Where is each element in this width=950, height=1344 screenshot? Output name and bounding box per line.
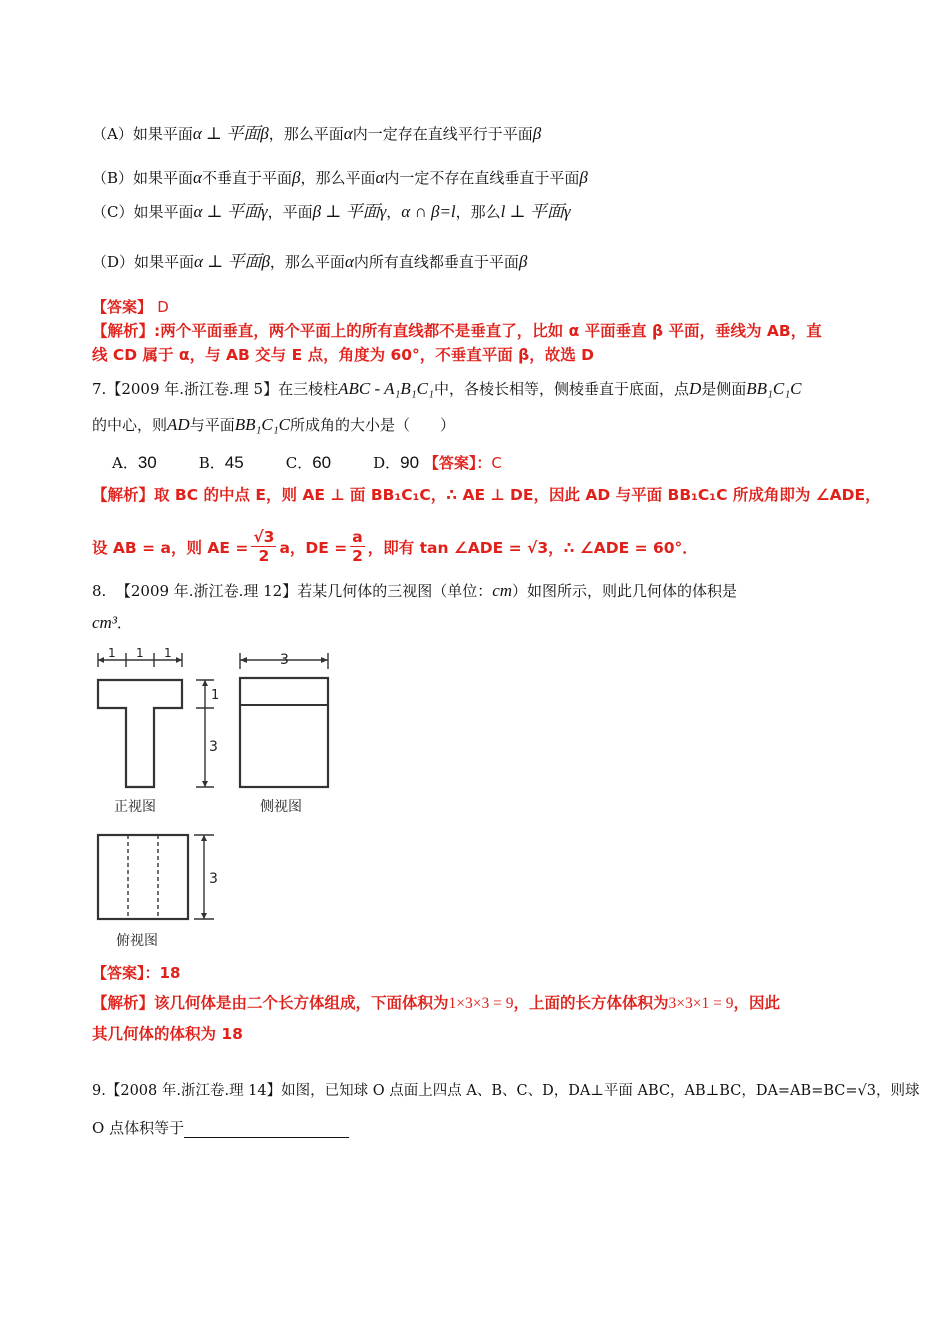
q7-stem-line1: [92, 378, 802, 399]
option-b-label: （B）如果平面: [92, 169, 194, 187]
q7-choice-b-value: 45: [224, 453, 244, 472]
q7-choices: [112, 452, 502, 473]
q8-analysis-a: 该几何体是由二个长方体组成，下面体积为: [154, 994, 449, 1012]
option-c-mid: ，平面: [267, 203, 313, 221]
front-view-label: 正视图: [114, 799, 156, 815]
q8-eq2: 3×3×1 = 9: [668, 995, 734, 1012]
q7-number: 7.: [92, 380, 107, 398]
q7-line2-b: 与平面: [189, 416, 235, 434]
q6-answer: [92, 296, 169, 317]
side-view-label: 侧视图: [260, 799, 302, 815]
side-view-outline: [240, 678, 328, 787]
option-d-expr: α ⊥ 平面β: [194, 252, 270, 271]
option-b-mid: 不垂直于平面: [201, 169, 292, 187]
q7-line2-a: 的中心，则: [92, 416, 168, 434]
q8-answer-label: 【答案】：: [92, 964, 160, 982]
q8-analysis-c: ，因此: [733, 994, 781, 1012]
option-d-tail: 内所有直线都垂直于平面: [353, 253, 519, 271]
q7-text-b: 中，各棱长相等，侧棱垂直于底面，点: [433, 380, 689, 398]
q8-analysis-cont: [92, 1022, 243, 1044]
q7-prism: ABC - A₁B₁C₁: [338, 379, 434, 398]
option-a-mid: ，那么平面: [268, 125, 344, 143]
q7-analysis-cont: [92, 528, 698, 565]
dim-side-3: 3: [280, 652, 289, 668]
option-c: [92, 197, 571, 222]
q9-stem-line2: [92, 1117, 349, 1138]
q7-face2: BB₁C₁C: [234, 415, 290, 434]
dim-h3: 3: [209, 739, 218, 755]
option-b-tail2: 内一定不存在直线垂直于平面: [384, 169, 580, 187]
q7-choice-d-label: D．: [373, 454, 401, 472]
option-a-tail: 内一定存在直线平行于平面: [352, 125, 533, 143]
option-d-label: （D）如果平面: [92, 253, 195, 271]
q8-text: 若某几何体的三视图（单位：: [297, 582, 493, 600]
q7-analysis2-c: ，即有 tan ∠ADE = √3，∴ ∠ADE = 60°．: [367, 538, 698, 557]
q9-source: 【2008 年.浙江卷.理 14】: [105, 1083, 282, 1099]
option-c-expr2: β ⊥ 平面γ: [312, 202, 387, 221]
dim-top-3: 3: [209, 871, 218, 887]
option-d-mid: ，那么平面: [269, 253, 345, 271]
q7-analysis-line1: 取 BC 的中点 E，则 AE ⊥ 面 BB₁C₁C，∴ AE ⊥ DE，因此 AD 与平面 BB₁C₁C 所成角即为 ∠ADE，: [154, 486, 881, 504]
option-a-expr3: β: [532, 124, 542, 143]
option-a-label: （A）如果平面: [92, 125, 193, 143]
option-a-expr: α ⊥ 平面β: [192, 124, 269, 143]
q7-choice-a-label: A．: [112, 454, 138, 472]
option-b-expr3: α: [375, 168, 385, 187]
q7-fraction-a-over-2: [350, 528, 364, 565]
top-view-label: 俯视图: [116, 933, 158, 949]
q8-analysis: [92, 991, 780, 1013]
option-c-expr: α ⊥ 平面γ: [193, 202, 268, 221]
q7-line2-c: 所成角的大小是（ ）: [289, 416, 455, 434]
option-c-label: （C）如果平面: [92, 203, 194, 221]
q7-frac1-num: √3: [253, 528, 275, 546]
q8-analysis-label: 【解析】: [92, 994, 155, 1012]
q7-face: BB₁C₁C: [746, 379, 802, 398]
q8-source: 【2009 年.浙江卷.理 12】: [115, 582, 298, 600]
three-view-figure: [90, 645, 350, 955]
q7-frac2-den: 2: [352, 547, 363, 565]
option-d-expr2: α: [344, 252, 354, 271]
q9-line2: O 点体积等于: [92, 1119, 185, 1137]
option-b-tail: ，那么平面: [300, 169, 376, 187]
q9-sqrt3: √3: [857, 1083, 876, 1099]
q7-choice-c-label: C．: [285, 454, 313, 472]
q6-analysis-line2: 线 CD 属于 α，与 AB 交与 E 点，角度为 60°，不垂直平面 β，故选 D: [92, 346, 595, 364]
q8-analysis-b: ，上面的长方体体积为: [513, 994, 669, 1012]
option-d: [92, 247, 527, 272]
q7-fraction-sqrt3-over-2: [251, 528, 276, 565]
top-view-outline: [98, 835, 188, 919]
q7-analysis2-a: 设 AB = a，则 AE =: [92, 538, 249, 557]
q7-analysis2-b: a，DE =: [279, 538, 348, 557]
q7-choice-d-value: 90: [400, 453, 420, 472]
q9-number: 9.: [92, 1083, 106, 1099]
q8-eq1: 1×3×3 = 9: [448, 995, 514, 1012]
option-c-tail2: ，那么: [455, 203, 501, 221]
dim-1b: 1: [136, 646, 144, 660]
q7-answer-value: C: [491, 454, 502, 472]
q7-analysis-label: 【解析】: [92, 486, 155, 504]
option-a: [92, 119, 541, 144]
option-b-expr4: β: [579, 168, 588, 187]
q9-answer-blank[interactable]: [184, 1123, 349, 1138]
q7-choice-b-label: B．: [198, 454, 225, 472]
q6-answer-value: D: [157, 298, 169, 316]
q7-source: 【2009 年.浙江卷.理 5】: [106, 380, 279, 398]
q7-frac1-den: 2: [258, 547, 270, 565]
q6-analysis-cont: [92, 343, 594, 365]
option-b-expr: α: [193, 168, 202, 187]
q8-unit2: cm³: [92, 613, 117, 632]
option-d-expr3: β: [518, 252, 528, 271]
q6-analysis-line1: 两个平面垂直，两个平面上的所有直线都不是垂直了，比如 α 平面垂直 β 平面，垂线为 AB，直: [160, 322, 822, 340]
q9-text: 如图，已知球 O 点面上四点 A、B、C、D，DA⊥平面 ABC，AB⊥BC，DA=AB=BC=: [281, 1083, 858, 1099]
dim-h1: 1: [211, 688, 220, 703]
q7-stem-line2: [92, 414, 455, 435]
q8-stem-line1: [92, 580, 737, 601]
option-a-expr2: α: [343, 124, 353, 143]
q7-frac2-num: a: [352, 528, 363, 546]
q9-text2: ，则球: [875, 1083, 920, 1099]
q8-period: ．: [116, 614, 132, 632]
q7-choice-c-value: 60: [312, 453, 332, 472]
q8-answer-value: 18: [159, 964, 181, 982]
q6-answer-label: 【答案】: [92, 298, 153, 316]
q8-text2: ）如图所示，则此几何体的体积是: [512, 582, 738, 600]
q7-ad: AD: [167, 415, 190, 434]
q8-stem-line2: [92, 612, 132, 633]
option-c-tail: ，: [386, 203, 402, 221]
q7-answer-label: 【答案】：: [423, 454, 492, 472]
front-view-outline: [98, 680, 182, 787]
q8-number: 8.: [92, 582, 107, 600]
option-b-expr2: β: [291, 168, 301, 187]
q8-unit: cm: [492, 581, 513, 600]
q7-point: D: [688, 379, 702, 398]
option-c-expr3: α ∩ β=l: [401, 202, 456, 221]
q7-text-a: 在三棱柱: [278, 380, 339, 398]
q6-analysis-label: 【解析】:: [92, 322, 161, 340]
q7-analysis: [92, 483, 881, 505]
q9-stem-line1: [92, 1079, 919, 1100]
dim-1a: 1: [108, 646, 116, 660]
q7-choice-a-value: 30: [137, 453, 157, 472]
option-b: [92, 167, 588, 188]
q7-text-c: 是侧面: [701, 380, 747, 398]
dim-1c: 1: [164, 646, 172, 660]
q8-analysis-line2: 其几何体的体积为 18: [92, 1025, 243, 1043]
option-c-expr4: l ⊥ 平面γ: [500, 202, 571, 221]
q8-answer: [92, 962, 180, 983]
q6-analysis: [92, 319, 822, 341]
